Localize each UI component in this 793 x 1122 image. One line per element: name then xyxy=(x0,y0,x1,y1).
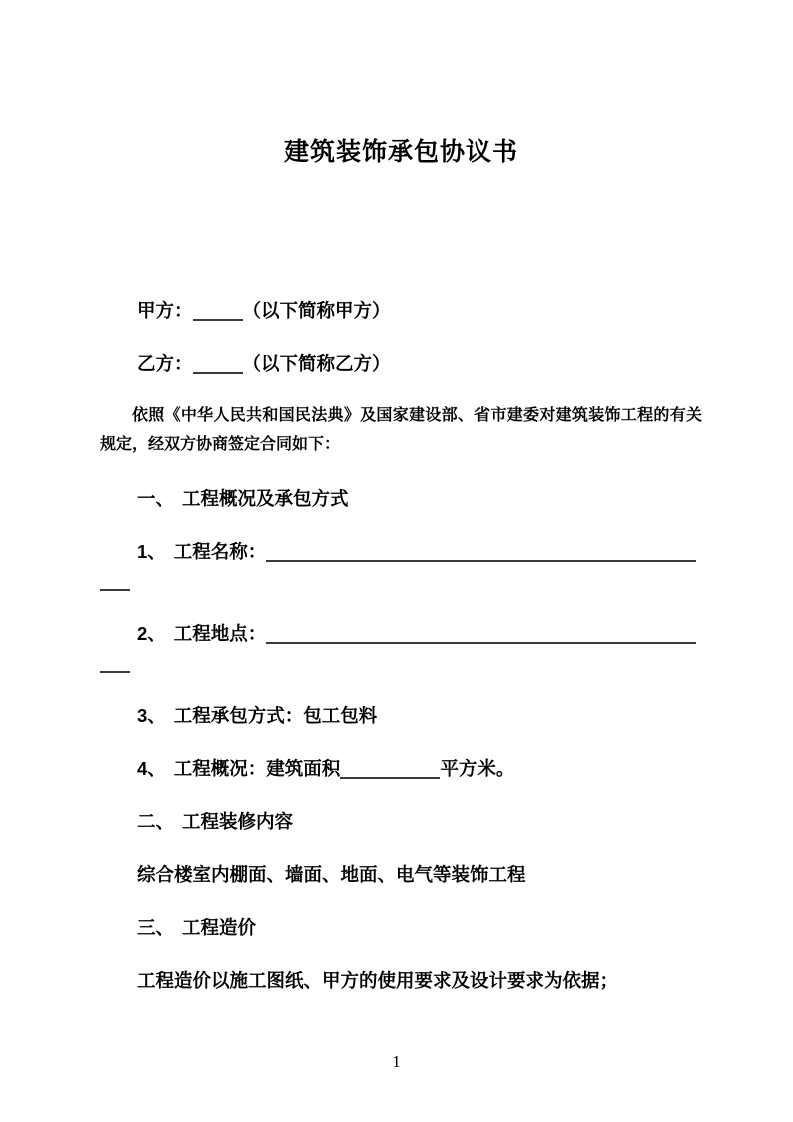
section-1-number: 一、 xyxy=(137,488,175,509)
party-a-line xyxy=(100,296,702,325)
section-2-heading xyxy=(100,807,702,836)
preamble-paragraph: 依照《中华人民共和国民法典》及国家建设部、省市建委对建筑装饰工程的有关规定，经双方协商签定合同如下： xyxy=(100,407,702,453)
item-2-number: 2、 xyxy=(137,623,166,644)
item-1-number: 1、 xyxy=(137,541,166,562)
item-3-line xyxy=(100,701,702,730)
item-2-fill-in-blank xyxy=(266,624,696,644)
section-1-heading xyxy=(100,484,702,513)
item-1-fill-in-blank xyxy=(266,542,696,562)
section-2-title: 工程装修内容 xyxy=(182,811,294,832)
party-a-fill-in-blank xyxy=(193,301,243,321)
document-title: 建筑装饰承包协议书 xyxy=(283,138,518,166)
party-a-label: 甲方： xyxy=(137,300,193,321)
item-4-label: 工程概况：建筑面积 xyxy=(173,758,341,779)
page-number: 1 xyxy=(392,1052,401,1071)
item-1-fill-in-blank-continuation xyxy=(100,571,130,591)
section-3-title: 工程造价 xyxy=(182,917,257,938)
section-3-number: 三、 xyxy=(137,917,175,938)
party-b-line xyxy=(100,349,702,378)
item-1-label: 工程名称： xyxy=(173,541,267,562)
section-2-number: 二、 xyxy=(137,811,175,832)
item-4-number: 4、 xyxy=(137,758,166,779)
party-a-note: （以下简称甲方） xyxy=(242,300,391,321)
party-b-note: （以下简称乙方） xyxy=(242,353,391,374)
item-1-line xyxy=(100,537,702,595)
section-1-title: 工程概况及承包方式 xyxy=(182,488,349,509)
section-3-body: 工程造价以施工图纸、甲方的使用要求及设计要求为依据； xyxy=(137,970,619,991)
party-b-label: 乙方： xyxy=(137,353,193,374)
item-2-label: 工程地点： xyxy=(173,623,267,644)
item-3-text: 工程承包方式：包工包料 xyxy=(173,705,378,726)
section-2-body: 综合楼室内棚面、墙面、地面、电气等装饰工程 xyxy=(137,864,526,885)
item-4-line xyxy=(100,754,702,783)
item-3-number: 3、 xyxy=(137,705,166,726)
section-3-heading xyxy=(100,913,702,942)
party-b-fill-in-blank xyxy=(193,354,243,374)
item-2-fill-in-blank-continuation xyxy=(100,653,130,673)
item-4-suffix: 平方米。 xyxy=(440,758,515,779)
item-4-fill-in-blank xyxy=(340,759,440,779)
item-2-line xyxy=(100,619,702,677)
